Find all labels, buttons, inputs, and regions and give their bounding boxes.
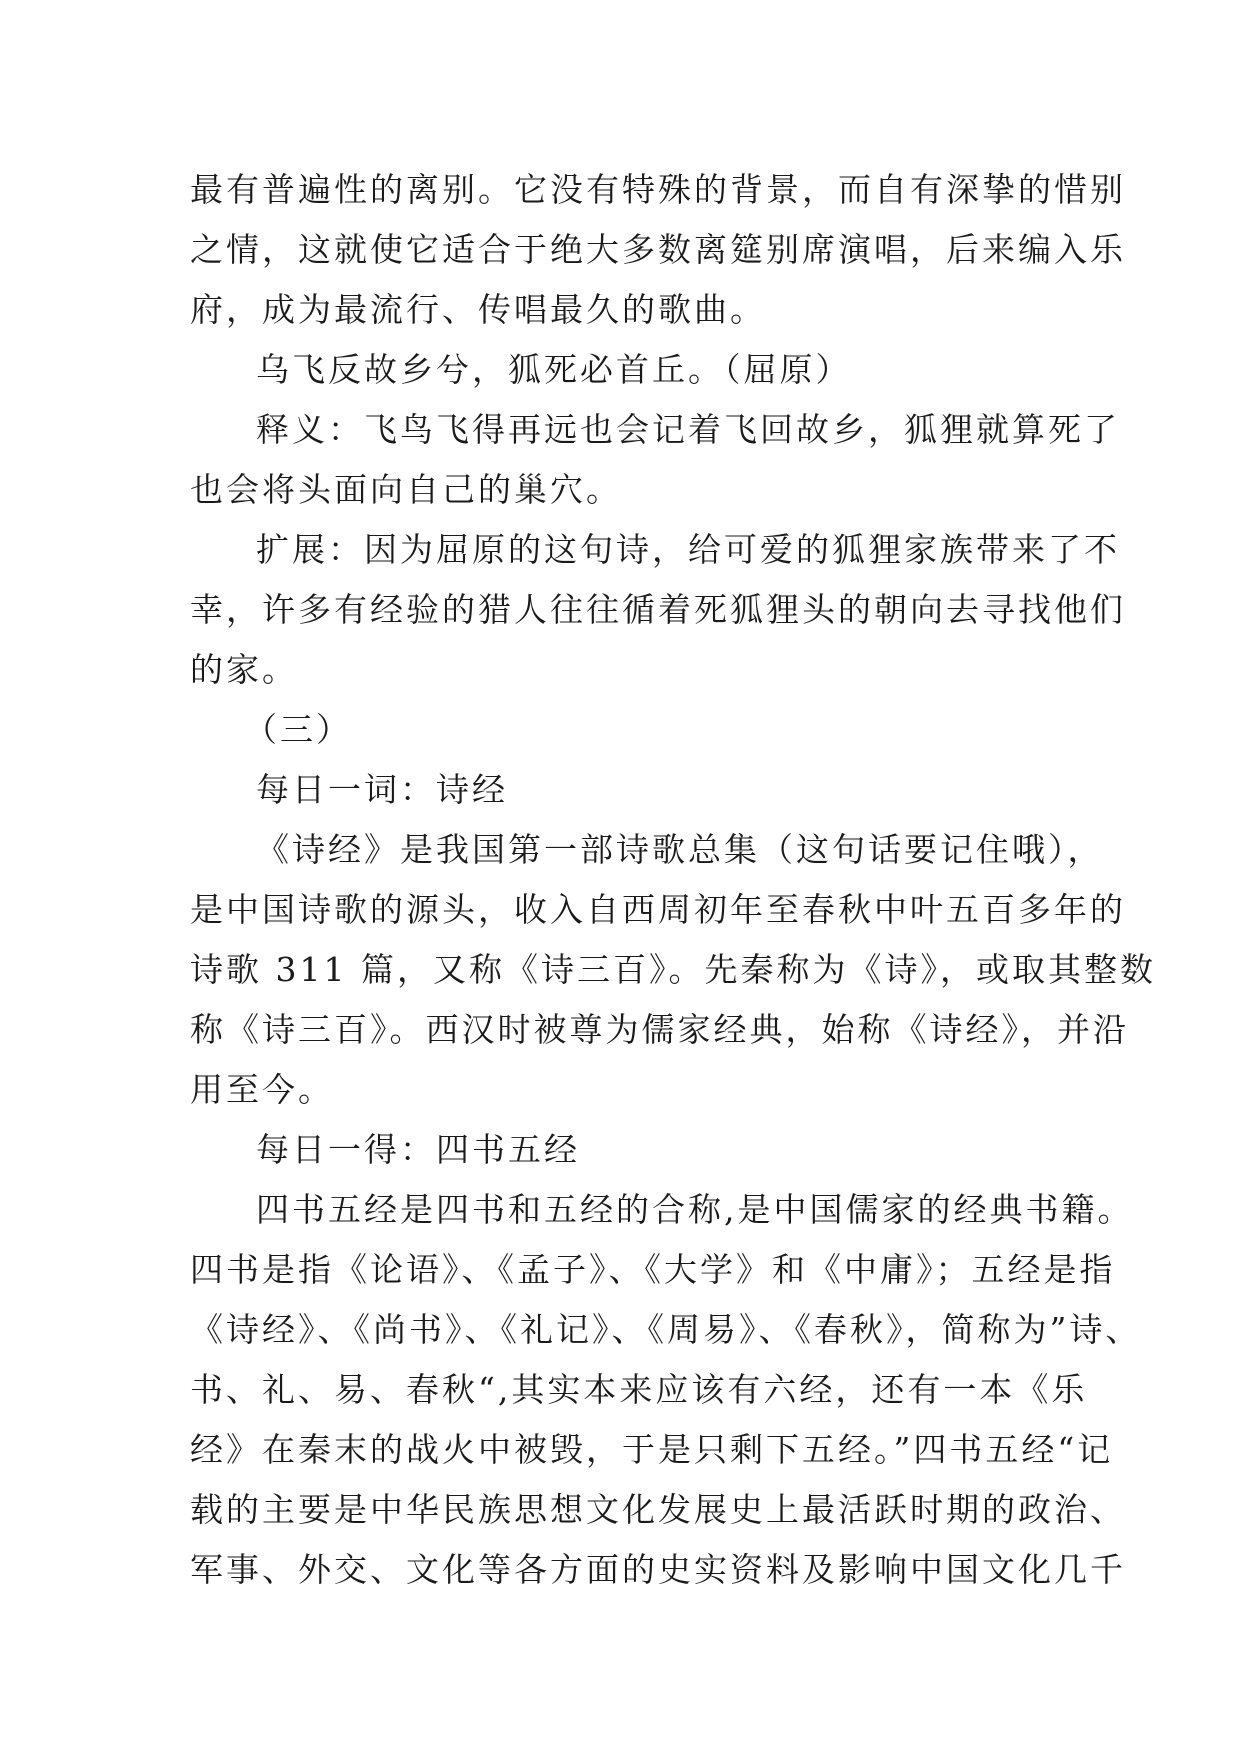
text-line: 用至今。: [190, 1070, 334, 1109]
text-line: 《诗经》是我国第一部诗歌总集（这句话要记住哦），: [256, 830, 1104, 869]
text-line: 书、礼、易、春秋“,其实本来应该有六经，还有一本《乐: [190, 1370, 1088, 1409]
text-line: 经》在秦末的战火中被毁，于是只剩下五经。”四书五经“记: [190, 1430, 1114, 1469]
text-line: 是中国诗歌的源头，收入自西周初年至春秋中叶五百多年的: [190, 890, 1126, 929]
text-line: 军事、外交、文化等各方面的史实资料及影响中国文化几千: [190, 1550, 1126, 1589]
text-line: 《诗经》、《尚书》、《礼记》、《周易》、《春秋》，简称为”诗、: [190, 1310, 1142, 1349]
text-line: 四书是指《论语》、《孟子》、《大学》和《中庸》；五经是指: [190, 1250, 1116, 1289]
text-line: 诗歌 311 篇，又称《诗三百》。先秦称为《诗》，或取其整数: [190, 950, 1156, 989]
text-line: 乌飞反故乡兮，狐死必首丘。（屈原）: [256, 350, 852, 389]
body-text: [190, 160, 1156, 1600]
subheading: 每日一得：四书五经: [256, 1130, 580, 1169]
text-line: 载的主要是中华民族思想文化发展史上最活跃时期的政治、: [190, 1490, 1126, 1529]
text-line: 最有普遍性的离别。它没有特殊的背景，而自有深挚的惜别: [190, 170, 1126, 209]
text-line: 扩展：因为屈原的这句诗，给可爱的狐狸家族带来了不: [256, 530, 1120, 569]
section-heading: （三）: [244, 710, 352, 749]
text-line: 四书五经是四书和五经的合称,是中国儒家的经典书籍。: [256, 1190, 1134, 1229]
text-line: 之情，这就使它适合于绝大多数离筵别席演唱，后来编入乐: [190, 230, 1126, 269]
text-line: 释义：飞鸟飞得再远也会记着飞回故乡，狐狸就算死了: [256, 410, 1120, 449]
text-line: 称《诗三百》。西汉时被尊为儒家经典，始称《诗经》，并沿: [190, 1010, 1129, 1049]
text-line: 幸，许多有经验的猎人往往循着死狐狸头的朝向去寻找他们: [190, 590, 1126, 629]
text-line: 的家。: [190, 650, 298, 689]
subheading: 每日一词：诗经: [256, 770, 508, 809]
text-line: 也会将头面向自己的巢穴。: [190, 470, 622, 509]
text-line: 府，成为最流行、传唱最久的歌曲。: [190, 290, 766, 329]
